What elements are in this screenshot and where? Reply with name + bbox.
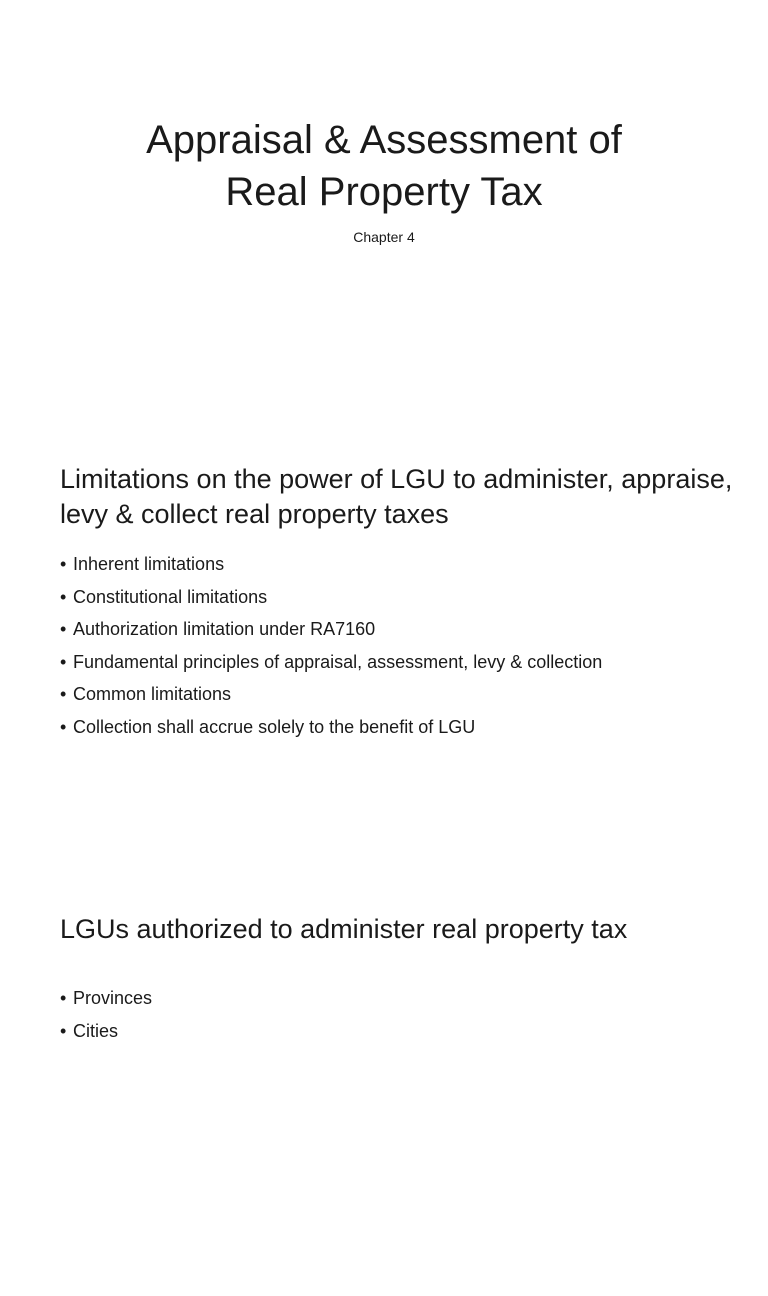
list-item: • Provinces bbox=[60, 982, 750, 1015]
slide-heading: LGUs authorized to administer real property tax bbox=[60, 914, 628, 944]
limitations-slide bbox=[0, 432, 768, 864]
slide-heading: Limitations on the power of LGU to administer, appraise, levy & collect real property taxes bbox=[60, 464, 733, 529]
title-slide bbox=[0, 0, 768, 432]
title-line: Real Property Tax bbox=[225, 170, 543, 214]
chapter-subtitle: Chapter 4 bbox=[353, 229, 415, 245]
list-item: • Fundamental principles of appraisal, assessment, levy & collection bbox=[60, 646, 750, 679]
list-item: • Cities bbox=[60, 1015, 750, 1048]
title-line: Appraisal & Assessment of bbox=[146, 118, 622, 162]
list-item: • Constitutional limitations bbox=[60, 581, 750, 614]
list-item: • Inherent limitations bbox=[60, 548, 750, 581]
list-item: • Collection shall accrue solely to the benefit of LGU bbox=[60, 711, 750, 744]
bullet-list bbox=[60, 548, 750, 743]
list-item: • Common limitations bbox=[60, 678, 750, 711]
bullet-list bbox=[60, 982, 750, 1047]
list-item: • Authorization limitation under RA7160 bbox=[60, 613, 750, 646]
authorized-lgus-slide bbox=[0, 864, 768, 1296]
page-title bbox=[0, 114, 768, 218]
